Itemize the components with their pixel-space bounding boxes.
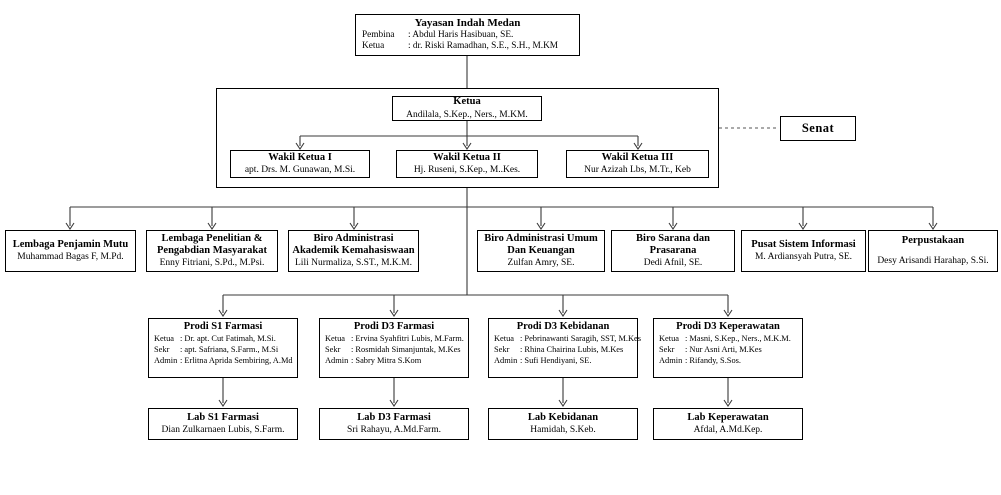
prodi-line-label: Sekr [659,345,675,355]
yayasan-rows [358,30,577,53]
box-unit-biro-sarana [611,230,735,272]
wakil-1-title: Wakil Ketua I [268,151,332,163]
prodi-lines [656,334,800,367]
unit-title: Pusat Sistem Informasi [751,238,856,250]
prodi-line-label: Admin [154,356,178,366]
prodi-line-label: Admin [494,356,518,366]
prodi-line-value: : Rifandy, S.Sos. [685,356,741,366]
unit-name: Dedi Afnil, SE. [643,258,703,269]
box-lab-d3-farmasi [319,408,469,440]
lab-title: Lab D3 Farmasi [357,411,431,423]
prodi-line [154,334,292,345]
prodi-line-value: : Nur Asni Arti, M.Kes [685,345,762,355]
box-wakil-ketua-2 [396,150,538,178]
unit-title: Biro Administrasi Akademik Kemahasiswaan [292,232,415,257]
wakil-2-title: Wakil Ketua II [433,151,501,163]
yayasan-row-pembina [362,30,573,41]
yayasan-title: Yayasan Indah Medan [414,17,521,30]
lab-title: Lab Kebidanan [527,411,599,423]
prodi-line [659,356,797,367]
prodi-line [494,345,632,356]
prodi-line-label: Ketua [659,334,679,344]
prodi-line [325,334,463,345]
prodi-line-value: : Sufi Hendiyani, SE. [520,356,592,366]
prodi-line-value: : Rhina Chairina Lubis, M.Kes [520,345,624,355]
box-lab-kebidanan [488,408,638,440]
box-ketua [392,96,542,121]
yayasan-row-ketua [362,41,573,52]
yayasan-row-label: Ketua [362,41,385,52]
prodi-line-label: Admin [659,356,683,366]
box-unit-pusat-sistem-informasi [741,230,866,272]
prodi-line [325,356,463,367]
prodi-line-value: : Pebrinawanti Saragih, SST, M.Kes [520,334,642,344]
prodi-line-label: Sekr [154,345,170,355]
wakil-3-title: Wakil Ketua III [601,151,674,163]
yayasan-row-label: Pembina [362,30,395,41]
box-prodi-d3-keperawatan [653,318,803,378]
box-wakil-ketua-1 [230,150,370,178]
unit-name: Zulfan Amry, SE. [507,258,575,269]
unit-name: Lili Nurmaliza, S.ST., M.K.M. [295,258,412,269]
lab-title: Lab Keperawatan [687,411,769,423]
box-senat [780,116,856,141]
ketua-name: Andilala, S.Kep., Ners., M.KM. [406,109,528,120]
box-yayasan [355,14,580,56]
prodi-line [659,334,797,345]
wakil-1-name: apt. Drs. M. Gunawan, M.Si. [244,165,356,176]
prodi-title: Prodi D3 Keperawatan [676,321,780,332]
prodi-line-label: Ketua [325,334,345,344]
prodi-line-value: : Sabry Mitra S.Kom [351,356,422,366]
prodi-line-value: : Dr. apt. Cut Fatimah, M.Si. [180,334,276,344]
prodi-line-label: Sekr [325,345,341,355]
box-prodi-s1-farmasi [148,318,298,378]
prodi-line-value: : Ervina Syahfitri Lubis, M.Farm. [351,334,464,344]
ketua-title: Ketua [453,96,481,108]
unit-title: Lembaga Penjamin Mutu [12,238,129,250]
box-lab-keperawatan [653,408,803,440]
lab-title: Lab S1 Farmasi [187,411,259,423]
prodi-lines [491,334,642,367]
prodi-line [659,345,797,356]
unit-title: Biro Administrasi Umum Dan Keuangan [484,232,598,257]
box-unit-biro-administrasi-umum [477,230,605,272]
prodi-line [154,356,292,367]
prodi-line [494,334,642,345]
box-unit-perpustakaan [868,230,998,272]
prodi-line [325,345,463,356]
box-prodi-d3-kebidanan [488,318,642,378]
prodi-title: Prodi D3 Kebidanan [516,321,610,332]
box-unit-biro-administrasi-akademik [288,230,419,272]
unit-title: Perpustakaan [901,234,965,246]
yayasan-row-value: : Abdul Haris Hasibuan, SE. [408,30,514,41]
unit-name: Muhammad Bagas F, M.Pd. [17,252,124,263]
unit-name: Enny Fitriani, S.Pd., M.Psi. [159,258,265,269]
prodi-line-value: : Erlitna Aprida Sembiring, A.Md [180,356,293,366]
lab-name: Sri Rahayu, A.Md.Farm. [347,425,441,436]
lab-name: Hamidah, S.Keb. [530,425,596,436]
unit-name: Desy Arisandi Harahap, S.Si. [877,256,989,267]
prodi-lines [322,334,466,367]
prodi-lines [151,334,295,367]
box-wakil-ketua-3 [566,150,709,178]
wakil-3-name: Nur Azizah Lbs, M.Tr., Keb [584,165,691,176]
unit-title: Lembaga Penelitian & Pengabdian Masyarakat [157,232,267,257]
prodi-line-label: Sekr [494,345,510,355]
prodi-line-label: Ketua [494,334,514,344]
prodi-line [154,345,292,356]
prodi-line-label: Ketua [154,334,174,344]
prodi-line-label: Admin [325,356,349,366]
prodi-line-value: : apt. Safriana, S.Farm., M.Si [180,345,279,355]
box-unit-lembaga-penjamin-mutu [5,230,136,272]
prodi-title: Prodi D3 Farmasi [353,321,435,332]
box-prodi-d3-farmasi [319,318,469,378]
unit-name: M. Ardiansyah Putra, SE. [754,252,853,263]
senat-title: Senat [801,121,835,136]
box-lab-s1-farmasi [148,408,298,440]
yayasan-row-value: : dr. Riski Ramadhan, S.E., S.H., M.KM [408,41,559,52]
prodi-line-value: : Rosmidah Simanjuntak, M.Kes [351,345,461,355]
lab-name: Dian Zulkarnaen Lubis, S.Farm. [161,425,285,436]
unit-title: Biro Sarana dan Prasarana [636,232,710,257]
prodi-line [494,356,632,367]
lab-name: Afdal, A.Md.Kep. [693,425,763,436]
prodi-title: Prodi S1 Farmasi [183,321,263,332]
wakil-2-name: Hj. Ruseni, S.Kep., M..Kes. [413,165,521,176]
prodi-line-value: : Masni, S.Kep., Ners., M.K.M. [685,334,791,344]
box-unit-lembaga-penelitian [146,230,278,272]
